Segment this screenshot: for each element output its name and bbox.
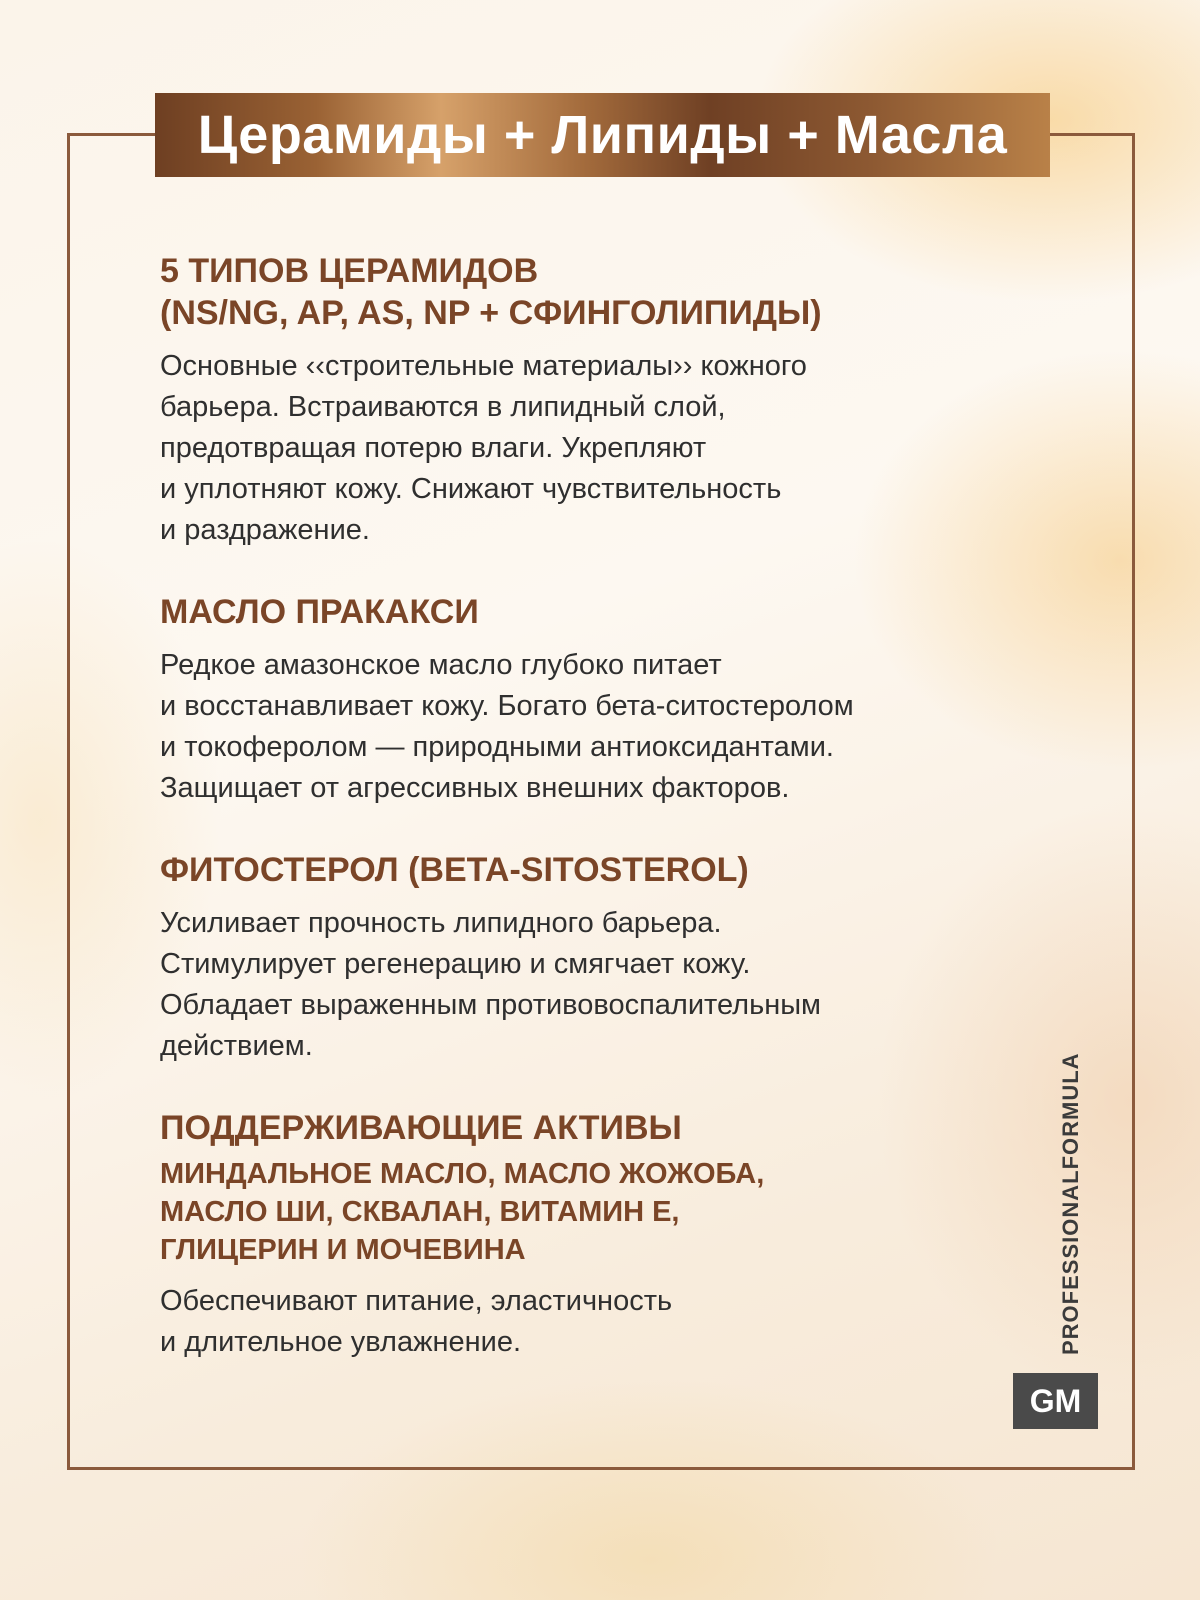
section-body: [160, 346, 1020, 551]
body-line: барьера. Встраиваются в липидный слой,: [160, 391, 726, 423]
subheading-line: ГЛИЦЕРИН И МОЧЕВИНА: [160, 1234, 526, 1266]
body-line: и раздражение.: [160, 514, 370, 546]
title-banner: [155, 93, 1050, 177]
body-line: Редкое амазонское масло глубоко питает: [160, 649, 722, 681]
section-heading: [160, 1107, 1020, 1149]
section-heading: [160, 849, 1020, 891]
body-line: Обеспечивают питание, эластичность: [160, 1285, 673, 1317]
body-line: и уплотняют кожу. Снижают чувствительность: [160, 473, 782, 505]
body-line: Стимулирует регенерацию и смягчает кожу.: [160, 948, 751, 980]
brand-logo-text: GM: [1029, 1382, 1082, 1419]
section-ceramides: [160, 250, 1020, 551]
body-line: действием.: [160, 1030, 313, 1062]
body-line: Основные ‹‹строительные материалы›› кожного: [160, 350, 807, 382]
brand-tagline: PROFESSIONALFORMULA: [1058, 1052, 1083, 1355]
heading-line: 5 ТИПОВ ЦЕРАМИДОВ: [160, 252, 539, 290]
heading-line: ФИТОСТЕРОЛ (BETA-SITOSTEROL): [160, 851, 749, 889]
subheading-line: МИНДАЛЬНОЕ МАСЛО, МАСЛО ЖОЖОБА,: [160, 1158, 765, 1190]
section-heading: [160, 591, 1020, 633]
body-line: Обладает выраженным противовоспалительным: [160, 989, 821, 1021]
section-body: [160, 903, 1020, 1067]
section-pracaxi-oil: [160, 591, 1020, 809]
section-body: [160, 645, 1020, 809]
subheading-line: МАСЛО ШИ, СКВАЛАН, ВИТАМИН Е,: [160, 1196, 680, 1228]
body-line: Защищает от агрессивных внешних факторов.: [160, 772, 790, 804]
heading-line: ПОДДЕРЖИВАЮЩИЕ АКТИВЫ: [160, 1109, 682, 1147]
section-phytosterol: [160, 849, 1020, 1067]
content-area: [160, 250, 1020, 1403]
brand-logo: [1013, 1373, 1098, 1429]
body-line: Усиливает прочность липидного барьера.: [160, 907, 722, 939]
section-heading: [160, 250, 1020, 334]
body-line: и длительное увлажнение.: [160, 1326, 522, 1358]
page-title: Церамиды + Липиды + Масла: [197, 105, 1008, 165]
body-line: предотвращая потерю влаги. Укрепляют: [160, 432, 707, 464]
section-body: [160, 1281, 1020, 1363]
body-line: и восстанавливает кожу. Богато бета-ситостеролом: [160, 690, 854, 722]
heading-line: МАСЛО ПРАКАКСИ: [160, 593, 479, 631]
heading-line: (NS/NG, AP, AS, NP + СФИНГОЛИПИДЫ): [160, 294, 822, 332]
body-line: и токоферолом — природными антиоксидантами.: [160, 731, 834, 763]
section-supporting-actives: [160, 1107, 1020, 1363]
section-subheading: [160, 1155, 1020, 1269]
